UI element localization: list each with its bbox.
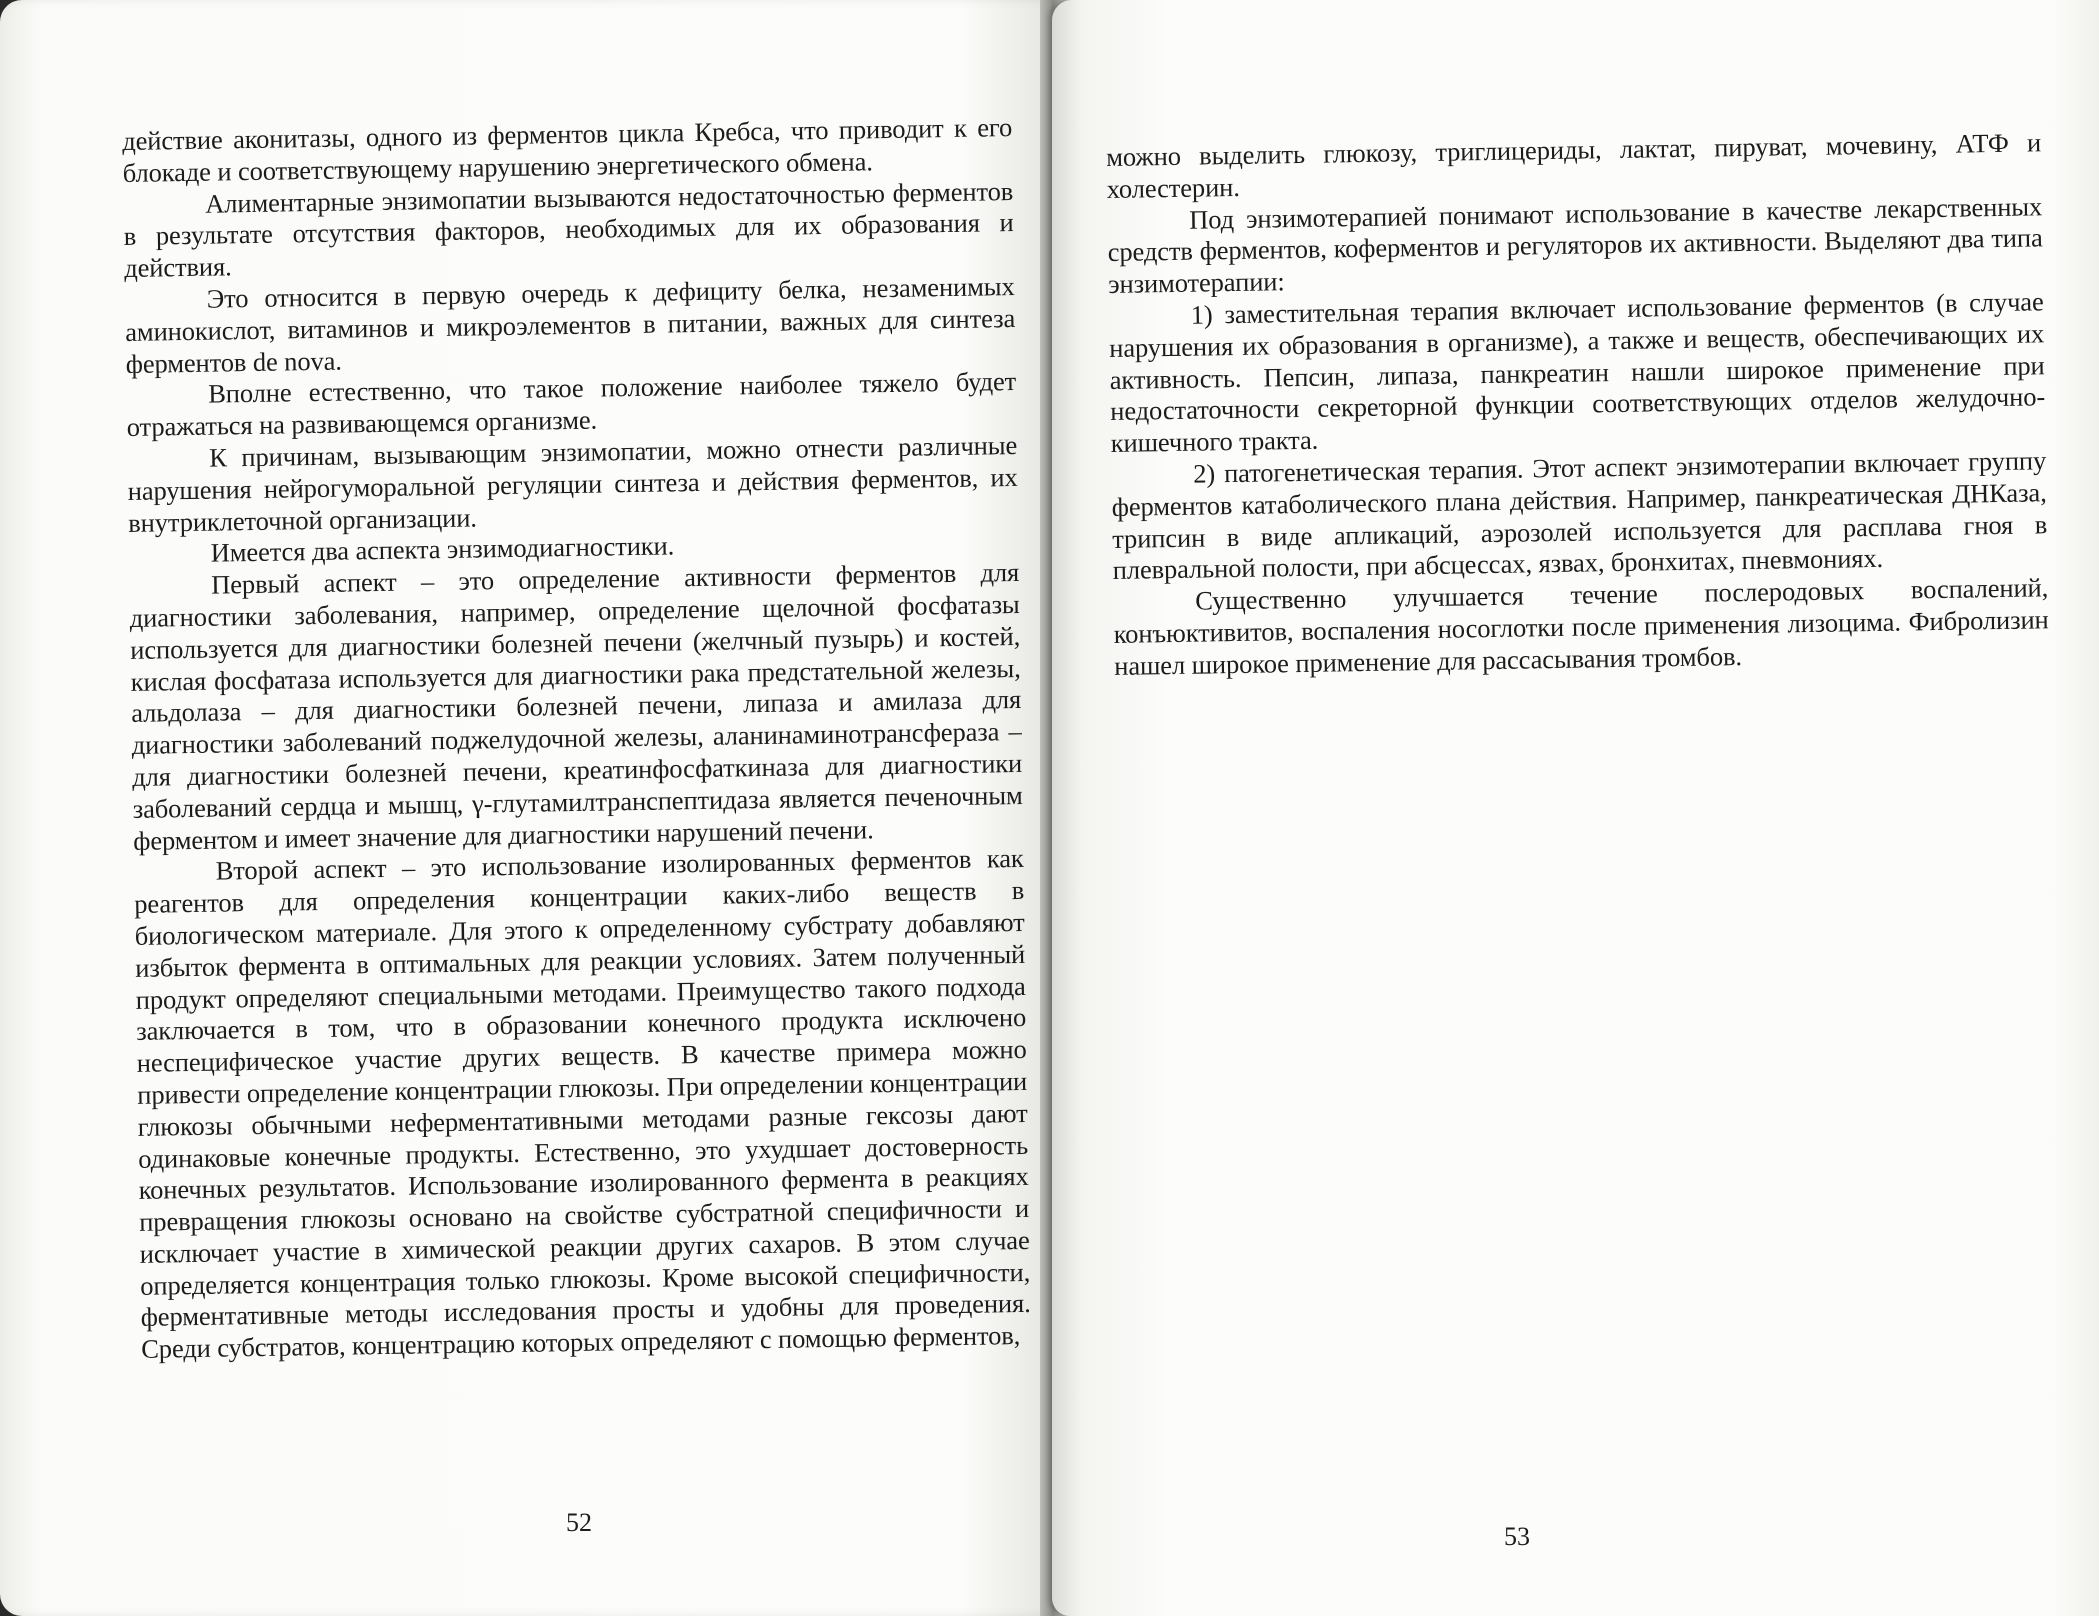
list-item: 1) заместительная терапия включает использование ферментов (в случае нарушения их образования в организме), а также и веществ, обеспечивающих их активность. Пепсин, липаза, панкреатин нашли широкое применение при недостаточности секреторной функции соответствующих отделов желудочно-кишечного тракта.: [1108, 286, 2046, 459]
right-page-body: [1106, 127, 2049, 682]
paragraph: Это относится в первую очередь к дефициту белка, незаменимых аминокислот, витаминов и микроэлементов в питании, важных для синтеза ферментов de nova.: [124, 270, 1016, 379]
page-number: 53: [1504, 1522, 1530, 1551]
list-item: 2) патогенетическая терапия. Этот аспект энзимотерапии включает группу ферментов катаболического плана действия. Например, панкреатическая ДНКаза, трипсин в виде апликаций, аэрозолей используется для расплава гноя в плевральной полости, при абсцессах, язвах, бронхитах, пневмониях.: [1111, 445, 2048, 586]
page-number: 52: [566, 1508, 592, 1537]
right-page: [1052, 0, 2099, 1616]
left-page-body: [122, 112, 1031, 1366]
paragraph: Под энзимотерапией понимают использование в качестве лекарственных средств ферментов, коферментов и регуляторов их активности. Выделяют два типа энзимотерапии:: [1107, 190, 2043, 300]
paragraph: К причинам, вызывающим энзимопатии, можно отнести различные нарушения нейрогуморальной регуляции синтеза и действия ферментов, их внутриклеточной организации.: [127, 429, 1018, 538]
paragraph: Вполне естественно, что такое положение наиболее тяжело будет отражаться на развивающемся организме.: [126, 366, 1017, 443]
paragraph: можно выделить глюкозу, триглицериды, лактат, пируват, мочевину, АТФ и холестерин.: [1106, 127, 2042, 204]
paragraph: Имеется два аспекта энзимодиагностики.: [210, 530, 675, 569]
paragraph: Существенно улучшается течение послеродовых воспалений, конъюктивитов, воспаления носоглотки после применения лизоцима. Фибролизин нашел широкое применение для рассасывания тромбов.: [1113, 572, 2049, 681]
paragraph: Первый аспект – это определение активности ферментов для диагностики заболевания, например, определение щелочной фосфатазы используется для диагностики болезней печени (желчный пузырь) и костей, кислая фосфатаза используется для диагностики рака предстательной железы, альдолаза – для диагностики болезней печени, липаза и амилаза для диагностики заболеваний поджелудочной железы, аланинаминотрансфераза – для диагностики болезней печени, креатинфосфаткиназа для диагностики заболеваний сердца и мышц, γ-глутамилтранспептидаза является печеночным ферментом и имеет значение для диагностики нарушений печени.: [129, 557, 1023, 856]
paragraph: Алиментарные энзимопатии вызываются недостаточностью ферментов в результате отсутствия факторов, необходимых для их образования и действия.: [123, 175, 1014, 284]
paragraph: Второй аспект – это использование изолированных ферментов как реагентов для определения концентрации каких-либо веществ в биологическом материале. Для этого к определенному субстрату добавляют избыток фермента в оптимальных для реакции условиях. Затем полученный продукт определяют специальными методами. Преимущество такого подхода заключается в том, что в образовании конечного продукта исключено неспецифическое участие других веществ. В качестве примера можно привести определение концентрации глюкозы. При определении концентрации глюкозы обычными неферментативными методами разные гексозы дают одинаковые конечные продукты. Естественно, это ухудшает достоверность конечных результатов. Использование изолированного фермента в реакциях превращения глюкозы основано на свойстве субстратной специфичности и исключает участие в химической реакции других сахаров. В этом случае определяется концентрация только глюкозы. Кроме высокой специфичности, ферментативные методы исследования просты и удобны для проведения. Среди субстратов, концентрацию которых определяют с помощью ферментов,: [133, 843, 1031, 1365]
paragraph: действие аконитазы, одного из ферментов цикла Кребса, что приводит к его блокаде и соответствующему нарушению энергетического обмена.: [122, 112, 1013, 188]
